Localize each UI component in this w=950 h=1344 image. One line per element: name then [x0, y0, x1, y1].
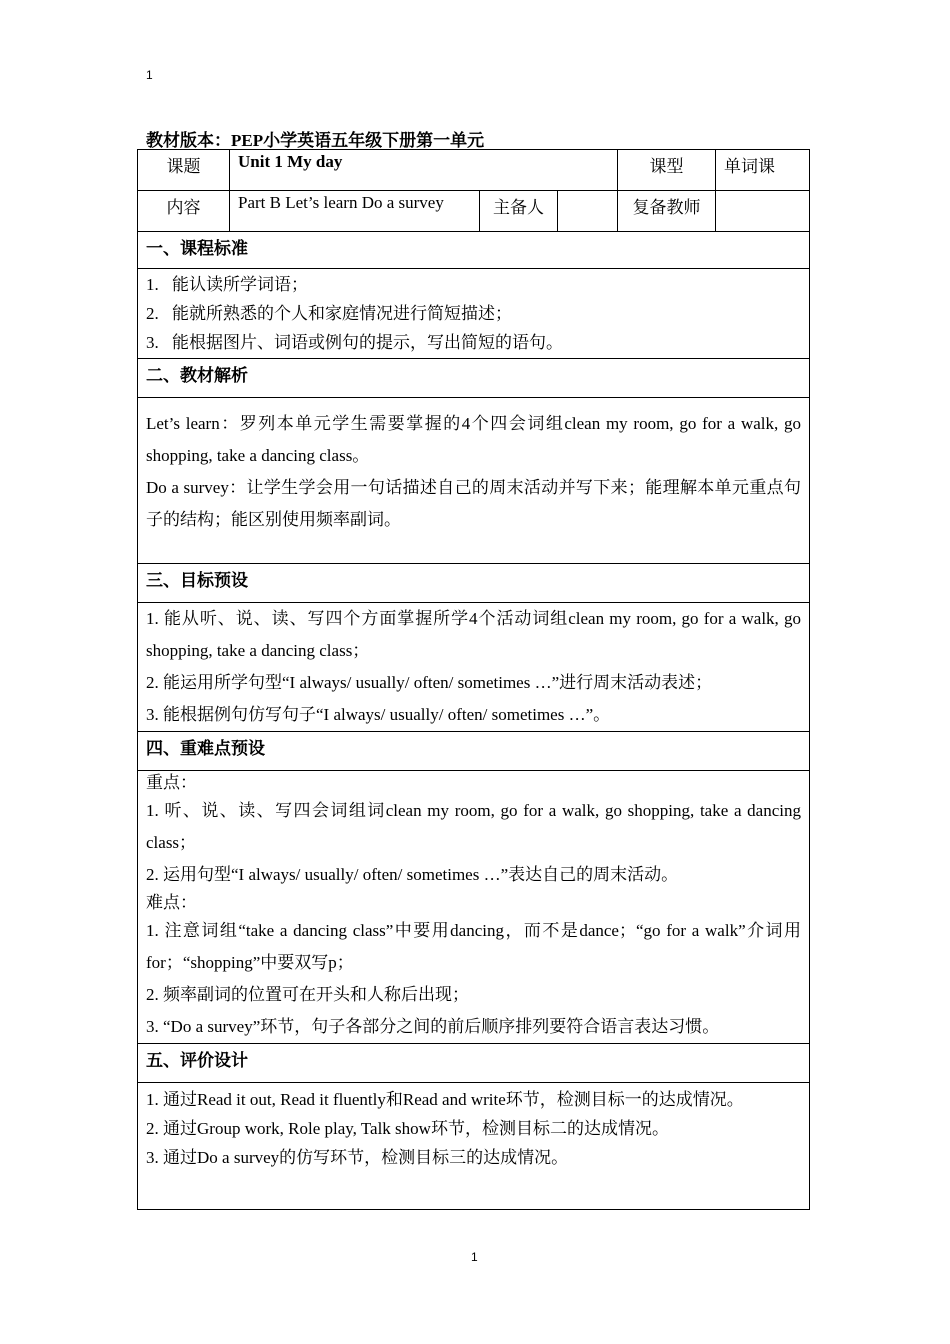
list-item: 1. 能从听、说、读、写四个方面掌握所学4个活动词组clean my room, go for a walk, go shopping, take a dancing class； [146, 609, 802, 660]
page-header-number: 1 [146, 68, 153, 82]
standards-row [138, 269, 810, 359]
analysis-heading: 二、教材解析 [138, 359, 810, 398]
analysis-paragraph: Let’s learn：罗列本单元学生需要掌握的4个四会词组clean my room, go for a walk, go shopping, take a dancing class。 [146, 414, 802, 465]
evaluation-body [138, 1083, 810, 1210]
section-heading-row [138, 564, 810, 603]
info-row-topic [138, 150, 810, 191]
difficult-label: 难点： [146, 893, 197, 912]
list-item: 1. 通过Read it out, Read it fluently和Read and write环节，检测目标一的达成情况。 [146, 1090, 744, 1109]
list-item: 3. 能根据图片、词语或例句的提示，写出简短的语句。 [146, 333, 563, 352]
info-row-content [138, 191, 810, 232]
content-value: Part B Let’s learn Do a survey [230, 191, 480, 232]
type-label: 课型 [618, 150, 716, 191]
lesson-plan-table [137, 149, 810, 1210]
section-heading-row [138, 232, 810, 269]
list-item: 1. 注意词组“take a dancing class”中要用dancing，而不是dance；“go for a walk”介词用for；“shopping”中要双写p； [146, 921, 802, 972]
list-item: 3. 能根据例句仿写句子“I always/ usually/ often/ sometimes …”。 [146, 705, 611, 724]
preparer-label: 主备人 [480, 191, 558, 232]
analysis-paragraph: Do a survey：让学生学会用一句话描述自己的周末活动并写下来；能理解本单元重点句子的结构；能区别使用频率副词。 [146, 478, 802, 529]
list-item: 2. 通过Group work, Role play, Talk show环节，检测目标二的达成情况。 [146, 1119, 669, 1138]
preparer-value [558, 191, 618, 232]
key-points-row [138, 771, 810, 1044]
standards-body [138, 269, 810, 359]
analysis-body [138, 398, 810, 564]
key-points-heading: 四、重难点预设 [138, 732, 810, 771]
co-teacher-value [716, 191, 810, 232]
section-heading-row [138, 359, 810, 398]
topic-value: Unit 1 My day [230, 150, 618, 191]
evaluation-row [138, 1083, 810, 1210]
list-item: 3. “Do a survey”环节，句子各部分之间的前后顺序排列要符合语言表达习惯。 [146, 1017, 720, 1036]
doc-title: 教材版本：PEP小学英语五年级下册第一单元 [146, 131, 485, 150]
goals-row [138, 603, 810, 732]
analysis-row [138, 398, 810, 564]
list-item: 2. 能运用所学句型“I always/ usually/ often/ sometimes …”进行周末活动表述； [146, 673, 713, 692]
list-item: 2. 运用句型“I always/ usually/ often/ sometimes …”表达自己的周末活动。 [146, 865, 679, 884]
key-label: 重点： [146, 773, 197, 792]
list-item: 3. 通过Do a survey的仿写环节，检测目标三的达成情况。 [146, 1148, 569, 1167]
standards-heading: 一、课程标准 [138, 232, 810, 269]
evaluation-heading: 五、评价设计 [138, 1044, 810, 1083]
list-item: 1. 能认读所学词语； [146, 275, 308, 294]
goals-body [138, 603, 810, 732]
list-item: 2. 能就所熟悉的个人和家庭情况进行简短描述； [146, 304, 512, 323]
type-value: 单词课 [716, 150, 810, 191]
list-item: 2. 频率副词的位置可在开头和人称后出现； [146, 985, 469, 1004]
co-teacher-label: 复备教师 [618, 191, 716, 232]
content-label: 内容 [138, 191, 230, 232]
section-heading-row [138, 1044, 810, 1083]
list-item: 1. 听、说、读、写四会词组词clean my room, go for a walk, go shopping, take a dancing class； [146, 801, 802, 852]
page-footer-number: 1 [471, 1250, 478, 1264]
goals-heading: 三、目标预设 [138, 564, 810, 603]
topic-label: 课题 [138, 150, 230, 191]
section-heading-row [138, 732, 810, 771]
key-points-body [138, 771, 810, 1044]
